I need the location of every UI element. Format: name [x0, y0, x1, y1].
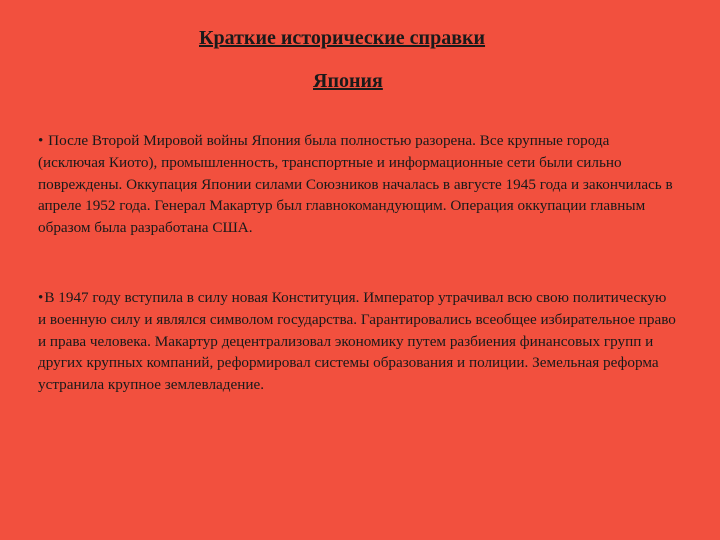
slide-title: Краткие исторические справки [199, 27, 486, 49]
paragraph-constitution [38, 287, 678, 396]
paragraph-text: После Второй Мировой войны Япония была полностью разорена. Все крупные города (исключая Киото), промышленность, транспортные и информационные сети были сильно повреждены. Оккупация Японии силами Союзников началась в августе 1945 года и закончилась в апреле 1952 года. Генерал Макартур был главнокомандующим. Операция оккупации главным образом была разработана США. [38, 132, 673, 237]
paragraph-occupation [38, 130, 678, 239]
bullet-icon: • [38, 289, 44, 306]
slide-subtitle: Япония [313, 70, 383, 92]
paragraph-text: В 1947 году вступила в силу новая Конституция. Император утрачивал всю свою политическую и военную силу и являлся символом государства. Гарантировались всеобщее избирательное право и права человека. Макартур децентрализовал экономику путем разбиения финансовых групп и других крупных компаний, реформировал системы образования и полиции. Земельная реформа устранила крупное землевладение. [38, 289, 676, 394]
bullet-icon: • [38, 132, 44, 149]
